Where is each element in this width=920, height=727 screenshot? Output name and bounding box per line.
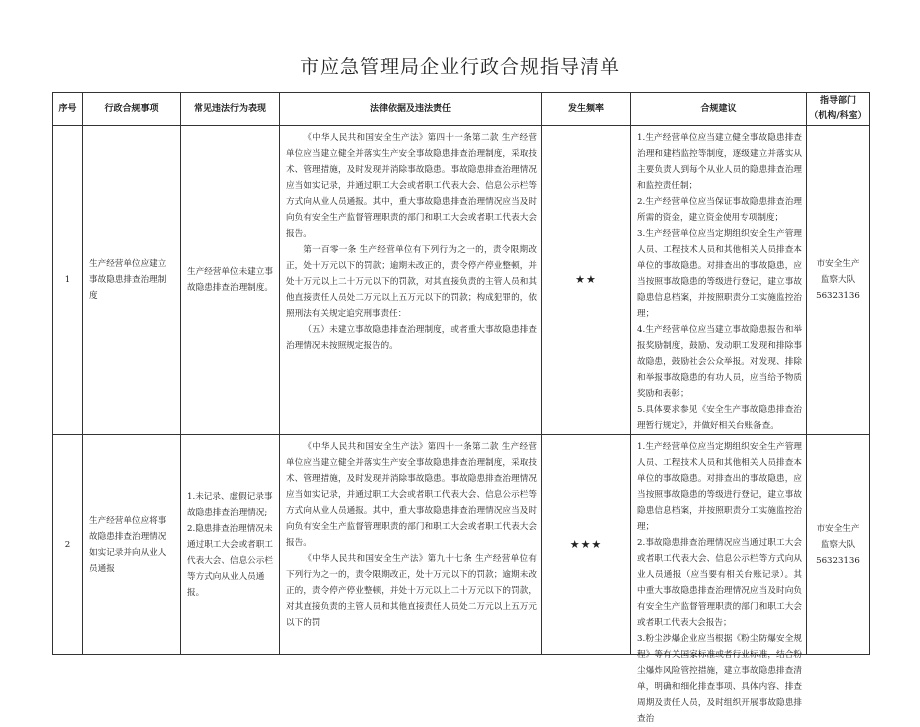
row-frequency: ★★ <box>542 126 631 435</box>
advice-item: 2.生产经营单位应当保证事故隐患排查治理所需的资金，建立资金使用专项制度； <box>637 197 802 223</box>
header-row <box>53 93 870 126</box>
row-no: 2 <box>53 435 83 655</box>
row-law <box>280 435 542 655</box>
row-dept-text: 市安全生产监察大队 56323136 <box>816 523 860 566</box>
advice-item: 4.生产经营单位应当建立事故隐患报告和举报奖励制度，鼓励、发动职工发现和排除事故隐患，鼓励社会公众举报。对发现、排除和举报事故隐患的有功人员，应当给予物质奖励和表彰； <box>637 325 802 399</box>
header-dept <box>807 93 870 126</box>
advice-item: 2.事故隐患排查治理情况应当通过职工大会或者职工代表大会、信息公示栏等方式向从业人员通报（应当要有相关台账记录）。其中重大事故隐患排查治理情况应当及时向负有安全生产监督管理职责的部门和职工大会或者职工代表大会报告； <box>637 538 802 628</box>
row-behavior-text: 生产经营单位未建立事故隐患排查治理制度。 <box>187 267 273 293</box>
advice-item: 5.具体要求参见《安全生产事故隐患排查治理暂行规定》，并做好相关台账备查。 <box>637 405 802 431</box>
row-advice <box>631 126 807 435</box>
row-item-text: 生产经营单位应建立事故隐患排查治理制度 <box>89 259 167 301</box>
row-behavior <box>181 126 280 435</box>
behavior-item: 2.隐患排查治理情况未通过职工大会或者职工代表大会、信息公示栏等方式向从业人员通报。 <box>187 523 273 598</box>
header-dept-line1: 指导部门 <box>819 96 856 106</box>
row-no: 1 <box>53 126 83 435</box>
table-row <box>53 126 870 435</box>
law-paragraph: 《中华人民共和国安全生产法》第四十一条第二款 生产经营单位应当建立健全并落实生产安全事故隐患排查治理制度，采取技术、管理措施，及时发现并消除事故隐患。事故隐患排查治理情况应当如实记录，并通过职工大会或者职工代表大会、信息公示栏等方式向从业人员通报。其中，重大事故隐患排查治理情况应当及时向负有安全生产监督管理职责的部门和职工大会或者职工代表大会报告。 <box>286 442 537 548</box>
header-behavior: 常见违法行为表现 <box>181 93 280 126</box>
row-law <box>280 126 542 435</box>
behavior-item: 1.未记录、虚假记录事故隐患排查治理情况; <box>187 491 273 518</box>
advice-item: 3.粉尘涉爆企业应当根据《粉尘防爆安全规程》等有关国家标准或者行业标准，结合粉尘爆炸风险管控措施，建立事故隐患排查清单，明确和细化排查事项、具体内容、排查周期及责任人员，及时组织开展事故隐患排查治 <box>637 634 802 724</box>
header-item: 行政合规事项 <box>83 93 181 126</box>
advice-item: 1.生产经营单位应当定期组织安全生产管理人员、工程技术人员和其他相关人员排查本单位的事故隐患。对排查出的事故隐患，应当按照事故隐患的等级进行登记，建立事故隐患信息档案，并按照职责分工实施监控治理； <box>637 442 802 532</box>
advice-item: 1.生产经营单位应当建立健全事故隐患排查治理和建档监控等制度，逐级建立并落实从主要负责人到每个从业人员的隐患排查治理和监控责任制； <box>637 133 802 191</box>
header-law: 法律依据及违法责任 <box>280 93 542 126</box>
row-advice <box>631 435 807 724</box>
header-dept-line2: （机构/科室） <box>809 111 867 121</box>
table-row <box>53 435 870 655</box>
header-freq: 发生频率 <box>542 93 631 126</box>
law-paragraph: 《中华人民共和国安全生产法》第四十一条第二款 生产经营单位应当建立健全并落实生产安全事故隐患排查治理制度，采取技术、管理措施，及时发现并消除事故隐患。事故隐患排查治理情况应当如实记录，并通过职工大会或者职工代表大会、信息公示栏等方式向从业人员通报。其中，重大事故隐患排查治理情况应当及时向负有安全生产监督管理职责的部门和职工大会或者职工代表大会报告。 <box>286 133 537 239</box>
row-dept <box>807 126 870 435</box>
row-frequency: ★★★ <box>542 435 631 655</box>
law-paragraph: 第一百零一条 生产经营单位有下列行为之一的，责令限期改正，处十万元以下的罚款；逾期未改正的，责令停产停业整顿，并处十万元以上二十万元以下的罚款，对其直接负责的主管人员和其他直接责任人员处二万元以上五万元以下的罚款；构成犯罪的，依照刑法有关规定追究刑事责任： <box>286 245 537 319</box>
law-paragraph: （五）未建立事故隐患排查治理制度，或者重大事故隐患排查治理情况未按照规定报告的。 <box>286 325 537 351</box>
row-item-text: 生产经营单位应将事故隐患排查治理情况如实记录并向从业人员通报 <box>89 515 167 574</box>
row-dept-text: 市安全生产监察大队 56323136 <box>816 259 860 301</box>
row-item <box>83 435 181 655</box>
law-paragraph: 《中华人民共和国安全生产法》第九十七条 生产经营单位有下列行为之一的，责令限期改正，处十万元以下的罚款；逾期未改正的，责令停产停业整顿，并处十万元以上二十万元以下的罚款，对其直接负责的主管人员和其他直接责任人员处二万元以上五万元以下的罚 <box>286 554 537 628</box>
page-title: 市应急管理局企业行政合规指导清单 <box>299 56 620 78</box>
header-advice: 合规建议 <box>631 93 807 126</box>
header-no: 序号 <box>53 93 83 126</box>
compliance-table <box>52 92 870 724</box>
advice-item: 3.生产经营单位应当定期组织安全生产管理人员、工程技术人员和其他相关人员排查本单位的事故隐患。对排查出的事故隐患，应当按照事故隐患的等级进行登记，建立事故隐患信息档案，并按照职责分工实施监控治理； <box>637 229 802 319</box>
row-item <box>83 126 181 435</box>
row-dept <box>807 435 870 655</box>
row-behavior <box>181 435 280 655</box>
